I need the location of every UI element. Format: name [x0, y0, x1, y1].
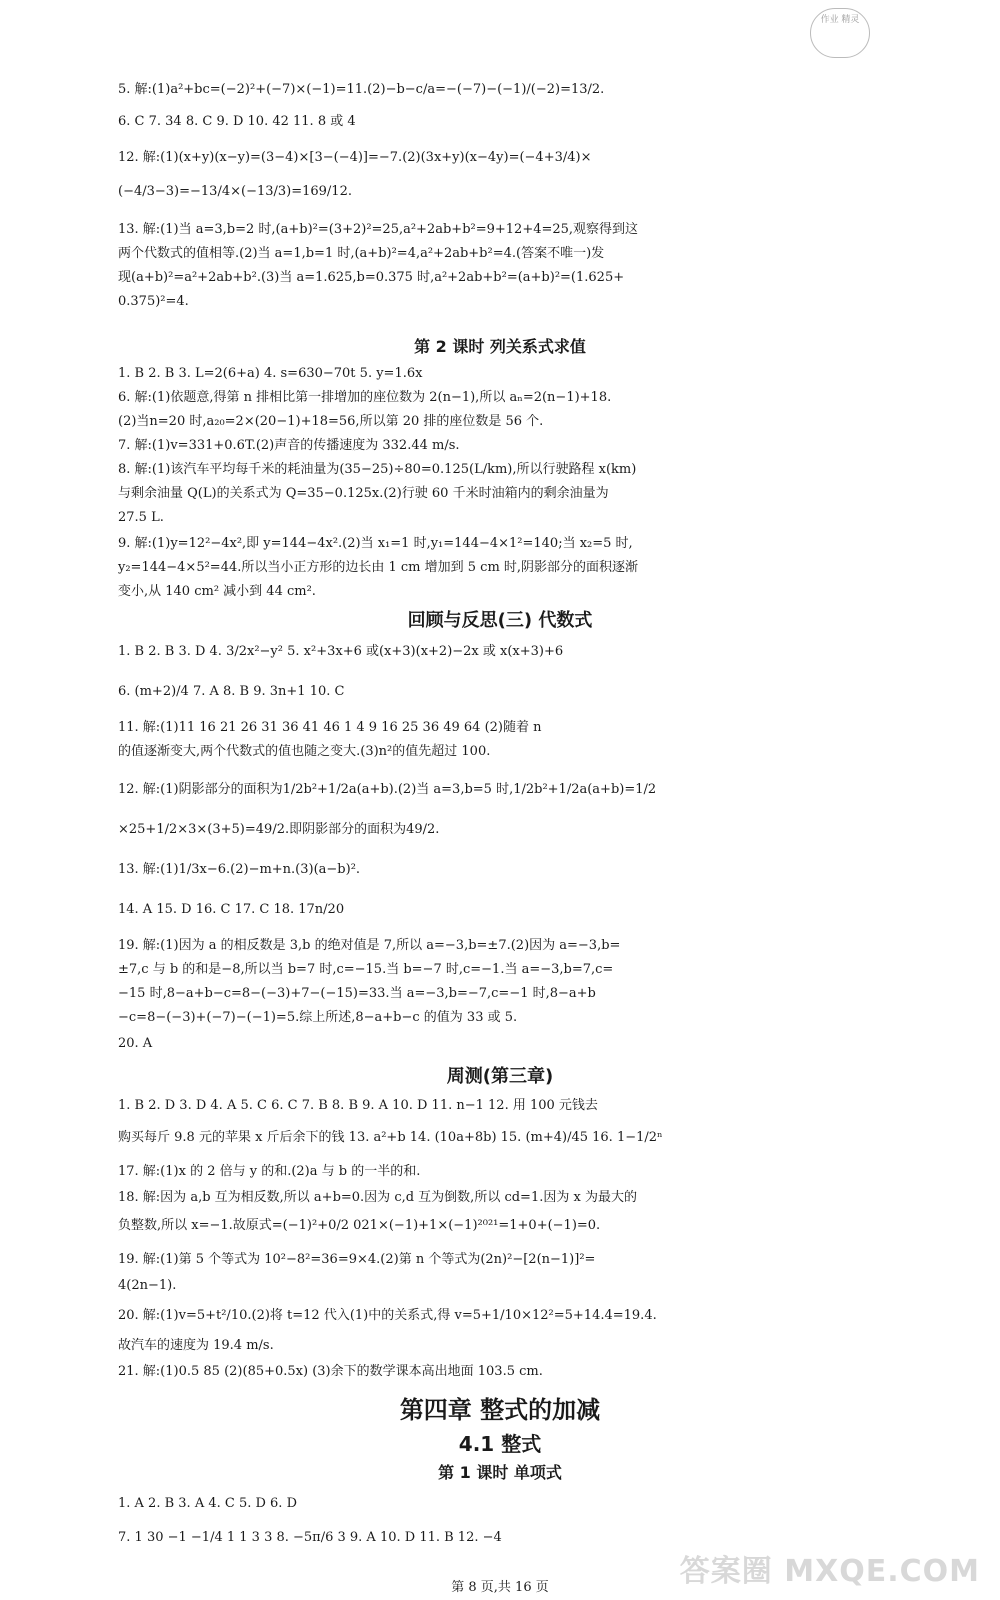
page-footer: 第 8 页,共 16 页: [451, 1580, 549, 1595]
section-title: 4.1 整式: [458, 1432, 542, 1456]
answer-line: ×25+1/2×3×(3+5)=49/2.即阴影部分的面积为49/2.: [118, 822, 440, 837]
answer-line: 11. 解:(1)11 16 21 26 31 36 41 46 1 4 9 16 25 36 49 64 (2)随着 n: [118, 720, 542, 735]
section-heading: 周测(第三章): [446, 1066, 554, 1087]
answer-line: (2)当n=20 时,a₂₀=2×(20−1)+18=56,所以第 20 排的座位数是 56 个.: [118, 414, 544, 429]
answer-line: 19. 解:(1)因为 a 的相反数是 3,b 的绝对值是 7,所以 a=−3,b=±7.(2)因为 a=−3,b=: [118, 938, 621, 953]
answer-line: 13. 解:(1)1/3x−6.(2)−m+n.(3)(a−b)².: [118, 862, 361, 877]
answer-line: 7. 解:(1)v=331+0.6T.(2)声音的传播速度为 332.44 m/s.: [118, 438, 460, 453]
answer-line: 变小,从 140 cm² 减小到 44 cm².: [118, 584, 316, 599]
answer-line: 7. 1 30 −1 −1/4 1 1 3 3 8. −5π/6 3 9. A 10. D 11. B 12. −4: [118, 1530, 502, 1545]
answer-line: 6. (m+2)/4 7. A 8. B 9. 3n+1 10. C: [118, 684, 345, 699]
answer-line: 故汽车的速度为 19.4 m/s.: [118, 1338, 274, 1353]
answer-line: 18. 解:因为 a,b 互为相反数,所以 a+b=0.因为 c,d 互为倒数,所以 cd=1.因为 x 为最大的: [118, 1190, 637, 1205]
section-heading: 第 2 课时 列关系式求值: [414, 337, 586, 356]
chapter-title: 第四章 整式的加减: [399, 1396, 601, 1424]
watermark: 答案圈 MXQE.COM: [679, 1554, 980, 1589]
answer-line: 的值逐渐变大,两个代数式的值也随之变大.(3)n²的值先超过 100.: [118, 744, 491, 759]
answer-line: 负整数,所以 x=−1.故原式=(−1)²+0/2 021×(−1)+1×(−1)²⁰²¹=1+0+(−1)=0.: [118, 1218, 601, 1233]
answer-line: y₂=144−4×5²=44.所以当小正方形的边长由 1 cm 增加到 5 cm 时,阴影部分的面积逐渐: [118, 560, 639, 575]
answer-line: 0.375)²=4.: [118, 294, 189, 309]
answer-line: 21. 解:(1)0.5 85 (2)(85+0.5x) (3)余下的数学课本高出地面 103.5 cm.: [118, 1364, 543, 1379]
stamp-text: 作业 精灵: [820, 15, 860, 25]
answer-line: 两个代数式的值相等.(2)当 a=1,b=1 时,(a+b)²=4,a²+2ab+b²=4.(答案不唯一)发: [118, 246, 605, 261]
answer-line: 27.5 L.: [118, 510, 164, 525]
answer-line: 8. 解:(1)该汽车平均每千米的耗油量为(35−25)÷80=0.125(L/km),所以行驶路程 x(km): [118, 462, 637, 477]
answer-line: 17. 解:(1)x 的 2 倍与 y 的和.(2)a 与 b 的一半的和.: [118, 1164, 421, 1179]
answer-line: 19. 解:(1)第 5 个等式为 10²−8²=36=9×4.(2)第 n 个等式为(2n)²−[2(n−1)]²=: [118, 1252, 596, 1267]
answer-line: 1. B 2. B 3. L=2(6+a) 4. s=630−70t 5. y=1.6x: [118, 366, 423, 381]
answer-line: −15 时,8−a+b−c=8−(−3)+7−(−15)=33.当 a=−3,b=−7,c=−1 时,8−a+b: [118, 986, 596, 1001]
answer-line: 12. 解:(1)阴影部分的面积为1/2b²+1/2a(a+b).(2)当 a=3,b=5 时,1/2b²+1/2a(a+b)=1/2: [118, 782, 657, 797]
lesson-title: 第 1 课时 单项式: [438, 1463, 562, 1482]
answer-line: 13. 解:(1)当 a=3,b=2 时,(a+b)²=(3+2)²=25,a²+2ab+b²=9+12+4=25,观察得到这: [118, 222, 639, 237]
answer-line: 购买每斤 9.8 元的苹果 x 斤后余下的钱 13. a²+b 14. (10a+8b) 15. (m+4)/45 16. 1−1/2ⁿ: [118, 1130, 663, 1145]
answer-line: 1. B 2. D 3. D 4. A 5. C 6. C 7. B 8. B 9. A 10. D 11. n−1 12. 用 100 元钱去: [118, 1098, 598, 1113]
answer-line: 1. B 2. B 3. D 4. 3/2x²−y² 5. x²+3x+6 或(x+3)(x+2)−2x 或 x(x+3)+6: [118, 644, 564, 659]
answer-line: 14. A 15. D 16. C 17. C 18. 17n/20: [118, 902, 345, 917]
answer-line: 6. C 7. 34 8. C 9. D 10. 42 11. 8 或 4: [118, 114, 356, 129]
answer-line: 1. A 2. B 3. A 4. C 5. D 6. D: [118, 1496, 297, 1511]
answer-line: 5. 解:(1)a²+bc=(−2)²+(−7)×(−1)=11.(2)−b−c/a=−(−7)−(−1)/(−2)=13/2.: [118, 82, 605, 97]
stamp-logo: [810, 8, 870, 58]
answer-line: 20. A: [118, 1036, 153, 1051]
answer-line: 现(a+b)²=a²+2ab+b².(3)当 a=1.625,b=0.375 时,a²+2ab+b²=(a+b)²=(1.625+: [118, 270, 625, 285]
answer-line: (−4/3−3)=−13/4×(−13/3)=169/12.: [118, 184, 352, 199]
section-heading: 回顾与反思(三) 代数式: [407, 610, 593, 631]
answer-line: 12. 解:(1)(x+y)(x−y)=(3−4)×[3−(−4)]=−7.(2)(3x+y)(x−4y)=(−4+3/4)×: [118, 150, 592, 165]
answer-line: 9. 解:(1)y=12²−4x²,即 y=144−4x².(2)当 x₁=1 时,y₁=144−4×1²=140;当 x₂=5 时,: [118, 536, 633, 551]
answer-line: 与剩余油量 Q(L)的关系式为 Q=35−0.125x.(2)行驶 60 千米时油箱内的剩余油量为: [118, 486, 609, 501]
answer-line: 20. 解:(1)v=5+t²/10.(2)将 t=12 代入(1)中的关系式,得 v=5+1/10×12²=5+14.4=19.4.: [118, 1308, 657, 1323]
answer-line: ±7,c 与 b 的和是−8,所以当 b=7 时,c=−15.当 b=−7 时,c=−1.当 a=−3,b=7,c=: [118, 962, 614, 977]
answer-line: 6. 解:(1)依题意,得第 n 排相比第一排增加的座位数为 2(n−1),所以 aₙ=2(n−1)+18.: [118, 390, 612, 405]
answer-line: −c=8−(−3)+(−7)−(−1)=5.综上所述,8−a+b−c 的值为 33 或 5.: [118, 1010, 518, 1025]
answer-line: 4(2n−1).: [118, 1278, 177, 1293]
